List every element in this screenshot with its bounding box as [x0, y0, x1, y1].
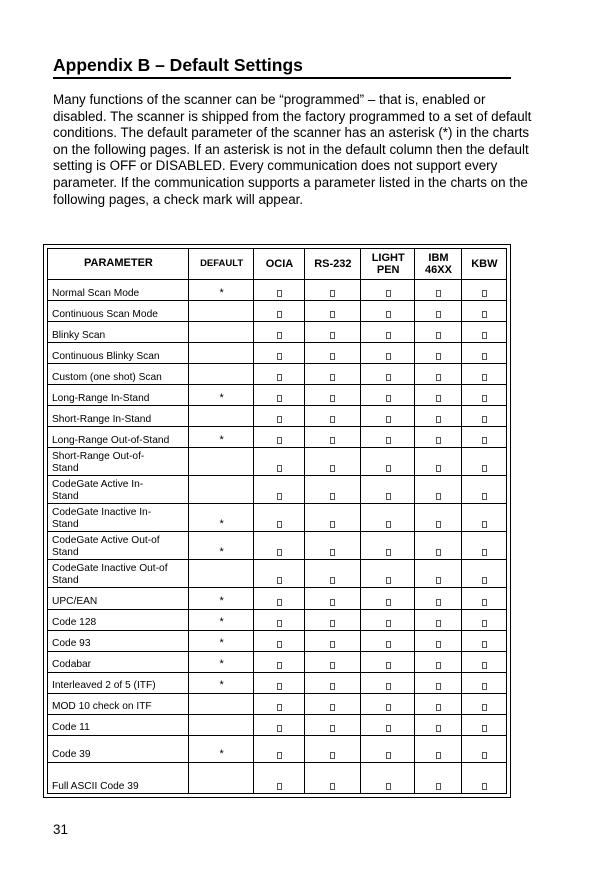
- row-parameter-name: Code 39: [48, 735, 189, 762]
- row-default-value: *: [188, 630, 253, 651]
- check-mark-icon: [254, 630, 304, 651]
- header-kbw: KBW: [461, 249, 506, 280]
- check-mark-icon: [254, 714, 304, 735]
- row-parameter-name: Continuous Scan Mode: [48, 301, 189, 322]
- check-mark-icon: [304, 609, 360, 630]
- row-parameter-name: Blinky Scan: [48, 322, 189, 343]
- table-row: [48, 343, 507, 364]
- table-row: [48, 385, 507, 406]
- check-mark-icon: [361, 532, 415, 560]
- table-row: [48, 364, 507, 385]
- check-mark-icon: [461, 672, 506, 693]
- check-mark-icon: [304, 504, 360, 532]
- header-light-pen-line2: PEN: [376, 263, 400, 276]
- table-row: [48, 735, 507, 762]
- check-mark-icon: [254, 735, 304, 762]
- row-parameter-name: MOD 10 check on ITF: [48, 693, 189, 714]
- table-row: [48, 609, 507, 630]
- check-mark-icon: [415, 406, 461, 427]
- check-mark-icon: [361, 504, 415, 532]
- check-mark-icon: [415, 364, 461, 385]
- check-mark-icon: [361, 672, 415, 693]
- header-ibm-line1: IBM: [428, 251, 449, 264]
- row-default-value: [188, 762, 253, 793]
- row-parameter-name: Long-Range Out-of-Stand: [48, 427, 189, 448]
- check-mark-icon: [254, 385, 304, 406]
- check-mark-icon: [461, 301, 506, 322]
- check-mark-icon: [361, 630, 415, 651]
- check-mark-icon: [254, 588, 304, 609]
- check-mark-icon: [461, 693, 506, 714]
- row-parameter-name: [48, 532, 189, 560]
- row-parameter-name: Continuous Blinky Scan: [48, 343, 189, 364]
- row-parameter-name: Codabar: [48, 651, 189, 672]
- row-parameter-name-line2: Stand: [52, 518, 79, 530]
- check-mark-icon: [461, 560, 506, 588]
- table-row: [48, 714, 507, 735]
- check-mark-icon: [415, 588, 461, 609]
- check-mark-icon: [361, 735, 415, 762]
- table-row: [48, 532, 507, 560]
- check-mark-icon: [304, 714, 360, 735]
- check-mark-icon: [361, 364, 415, 385]
- check-mark-icon: [415, 427, 461, 448]
- table-row: [48, 588, 507, 609]
- check-mark-icon: [304, 427, 360, 448]
- check-mark-icon: [254, 343, 304, 364]
- check-mark-icon: [304, 762, 360, 793]
- check-mark-icon: [461, 280, 506, 301]
- check-mark-icon: [254, 406, 304, 427]
- row-default-value: [188, 560, 253, 588]
- table-row: [48, 762, 507, 793]
- check-mark-icon: [361, 714, 415, 735]
- row-parameter-name: [48, 504, 189, 532]
- check-mark-icon: [361, 693, 415, 714]
- check-mark-icon: [254, 427, 304, 448]
- check-mark-icon: [304, 588, 360, 609]
- table-row: [48, 560, 507, 588]
- check-mark-icon: [304, 280, 360, 301]
- check-mark-icon: [415, 301, 461, 322]
- row-parameter-name: [48, 560, 189, 588]
- row-default-value: *: [188, 609, 253, 630]
- check-mark-icon: [361, 762, 415, 793]
- check-mark-icon: [254, 532, 304, 560]
- check-mark-icon: [415, 672, 461, 693]
- row-parameter-name: Interleaved 2 of 5 (ITF): [48, 672, 189, 693]
- check-mark-icon: [304, 476, 360, 504]
- row-parameter-name: UPC/EAN: [48, 588, 189, 609]
- row-default-value: *: [188, 385, 253, 406]
- check-mark-icon: [304, 322, 360, 343]
- table-row: [48, 301, 507, 322]
- check-mark-icon: [361, 588, 415, 609]
- check-mark-icon: [461, 343, 506, 364]
- table-row: [48, 322, 507, 343]
- check-mark-icon: [415, 532, 461, 560]
- check-mark-icon: [361, 385, 415, 406]
- check-mark-icon: [361, 322, 415, 343]
- row-parameter-name-line1: CodeGate Active In-: [52, 479, 144, 491]
- row-default-value: [188, 693, 253, 714]
- check-mark-icon: [415, 651, 461, 672]
- header-ibm-line2: 46XX: [425, 263, 452, 276]
- check-mark-icon: [415, 630, 461, 651]
- row-parameter-name: Code 128: [48, 609, 189, 630]
- table-row: [48, 427, 507, 448]
- row-default-value: *: [188, 588, 253, 609]
- check-mark-icon: [415, 735, 461, 762]
- row-default-value: *: [188, 672, 253, 693]
- check-mark-icon: [461, 532, 506, 560]
- check-mark-icon: [304, 364, 360, 385]
- check-mark-icon: [361, 560, 415, 588]
- check-mark-icon: [461, 714, 506, 735]
- table-row: [48, 672, 507, 693]
- table-header-row: [48, 249, 507, 280]
- header-ibm-46xx: [415, 249, 461, 280]
- check-mark-icon: [304, 385, 360, 406]
- check-mark-icon: [415, 762, 461, 793]
- default-settings-table-frame: [43, 244, 511, 798]
- row-default-value: *: [188, 735, 253, 762]
- header-light-pen-line1: LIGHT: [371, 251, 405, 264]
- check-mark-icon: [254, 476, 304, 504]
- row-default-value: [188, 301, 253, 322]
- row-default-value: [188, 364, 253, 385]
- row-parameter-name-line2: Stand: [52, 574, 79, 586]
- check-mark-icon: [254, 322, 304, 343]
- intro-paragraph: Many functions of the scanner can be “programmed” – that is, enabled or disabled. The scanner is shipped from the factory programmed to a set of default conditions. The default parameter of the scanner has an asterisk (*) in the charts on the following pages. If an asterisk is not in the default column then the default setting is OFF or DISABLED. Every communication does not support every parameter. If the communication supports a parameter listed in the charts on the following pages, a check mark will appear.: [53, 92, 532, 207]
- check-mark-icon: [304, 406, 360, 427]
- table-row: [48, 448, 507, 476]
- row-parameter-name: Code 11: [48, 714, 189, 735]
- check-mark-icon: [254, 609, 304, 630]
- check-mark-icon: [254, 301, 304, 322]
- check-mark-icon: [461, 476, 506, 504]
- check-mark-icon: [415, 385, 461, 406]
- check-mark-icon: [361, 609, 415, 630]
- check-mark-icon: [361, 343, 415, 364]
- page-title: Appendix B – Default Settings: [53, 54, 511, 79]
- row-default-value: *: [188, 504, 253, 532]
- table-row: [48, 504, 507, 532]
- check-mark-icon: [254, 560, 304, 588]
- row-default-value: [188, 714, 253, 735]
- table-row: [48, 476, 507, 504]
- check-mark-icon: [461, 735, 506, 762]
- header-ocia: OCIA: [254, 249, 304, 280]
- check-mark-icon: [415, 476, 461, 504]
- check-mark-icon: [254, 672, 304, 693]
- table-row: [48, 406, 507, 427]
- check-mark-icon: [304, 448, 360, 476]
- row-parameter-name-line1: Short-Range Out-of-: [52, 451, 145, 463]
- row-default-value: [188, 322, 253, 343]
- row-parameter-name: Full ASCII Code 39: [48, 762, 189, 793]
- check-mark-icon: [254, 651, 304, 672]
- check-mark-icon: [304, 672, 360, 693]
- header-rs232: RS-232: [304, 249, 360, 280]
- row-default-value: *: [188, 427, 253, 448]
- check-mark-icon: [461, 609, 506, 630]
- row-parameter-name-line1: CodeGate Inactive In-: [52, 507, 152, 519]
- row-parameter-name-line1: CodeGate Active Out-of: [52, 535, 160, 547]
- check-mark-icon: [415, 609, 461, 630]
- check-mark-icon: [461, 406, 506, 427]
- check-mark-icon: [304, 735, 360, 762]
- check-mark-icon: [361, 448, 415, 476]
- row-default-value: [188, 476, 253, 504]
- row-parameter-name: [48, 476, 189, 504]
- table-row: [48, 651, 507, 672]
- row-parameter-name-line2: Stand: [52, 462, 79, 474]
- check-mark-icon: [361, 280, 415, 301]
- row-parameter-name-line2: Stand: [52, 490, 79, 502]
- row-default-value: [188, 448, 253, 476]
- check-mark-icon: [304, 651, 360, 672]
- check-mark-icon: [461, 651, 506, 672]
- check-mark-icon: [254, 448, 304, 476]
- table-row: [48, 630, 507, 651]
- check-mark-icon: [461, 427, 506, 448]
- table-row: [48, 693, 507, 714]
- row-parameter-name-line2: Stand: [52, 546, 79, 558]
- check-mark-icon: [361, 301, 415, 322]
- check-mark-icon: [415, 504, 461, 532]
- header-parameter: PARAMETER: [48, 249, 189, 280]
- check-mark-icon: [361, 427, 415, 448]
- header-default: DEFAULT: [188, 249, 253, 280]
- check-mark-icon: [461, 322, 506, 343]
- check-mark-icon: [254, 762, 304, 793]
- row-default-value: *: [188, 651, 253, 672]
- default-settings-table: [47, 248, 507, 794]
- check-mark-icon: [304, 693, 360, 714]
- row-default-value: [188, 406, 253, 427]
- check-mark-icon: [415, 343, 461, 364]
- row-default-value: *: [188, 532, 253, 560]
- check-mark-icon: [415, 693, 461, 714]
- check-mark-icon: [254, 504, 304, 532]
- check-mark-icon: [461, 448, 506, 476]
- check-mark-icon: [304, 630, 360, 651]
- check-mark-icon: [461, 588, 506, 609]
- check-mark-icon: [304, 560, 360, 588]
- check-mark-icon: [304, 532, 360, 560]
- check-mark-icon: [461, 630, 506, 651]
- row-parameter-name: Code 93: [48, 630, 189, 651]
- check-mark-icon: [461, 364, 506, 385]
- check-mark-icon: [461, 385, 506, 406]
- check-mark-icon: [254, 364, 304, 385]
- row-parameter-name: Short-Range In-Stand: [48, 406, 189, 427]
- table-row: [48, 280, 507, 301]
- check-mark-icon: [361, 476, 415, 504]
- check-mark-icon: [415, 714, 461, 735]
- check-mark-icon: [361, 406, 415, 427]
- page-number: 31: [53, 822, 68, 837]
- check-mark-icon: [304, 301, 360, 322]
- check-mark-icon: [415, 560, 461, 588]
- header-light-pen: [361, 249, 415, 280]
- check-mark-icon: [415, 322, 461, 343]
- row-parameter-name-line1: CodeGate Inactive Out-of: [52, 563, 168, 575]
- check-mark-icon: [415, 448, 461, 476]
- row-default-value: [188, 343, 253, 364]
- check-mark-icon: [304, 343, 360, 364]
- check-mark-icon: [254, 693, 304, 714]
- row-parameter-name: [48, 448, 189, 476]
- row-parameter-name: Normal Scan Mode: [48, 280, 189, 301]
- row-parameter-name: Custom (one shot) Scan: [48, 364, 189, 385]
- check-mark-icon: [415, 280, 461, 301]
- check-mark-icon: [461, 504, 506, 532]
- check-mark-icon: [461, 762, 506, 793]
- row-parameter-name: Long-Range In-Stand: [48, 385, 189, 406]
- row-default-value: *: [188, 280, 253, 301]
- check-mark-icon: [254, 280, 304, 301]
- check-mark-icon: [361, 651, 415, 672]
